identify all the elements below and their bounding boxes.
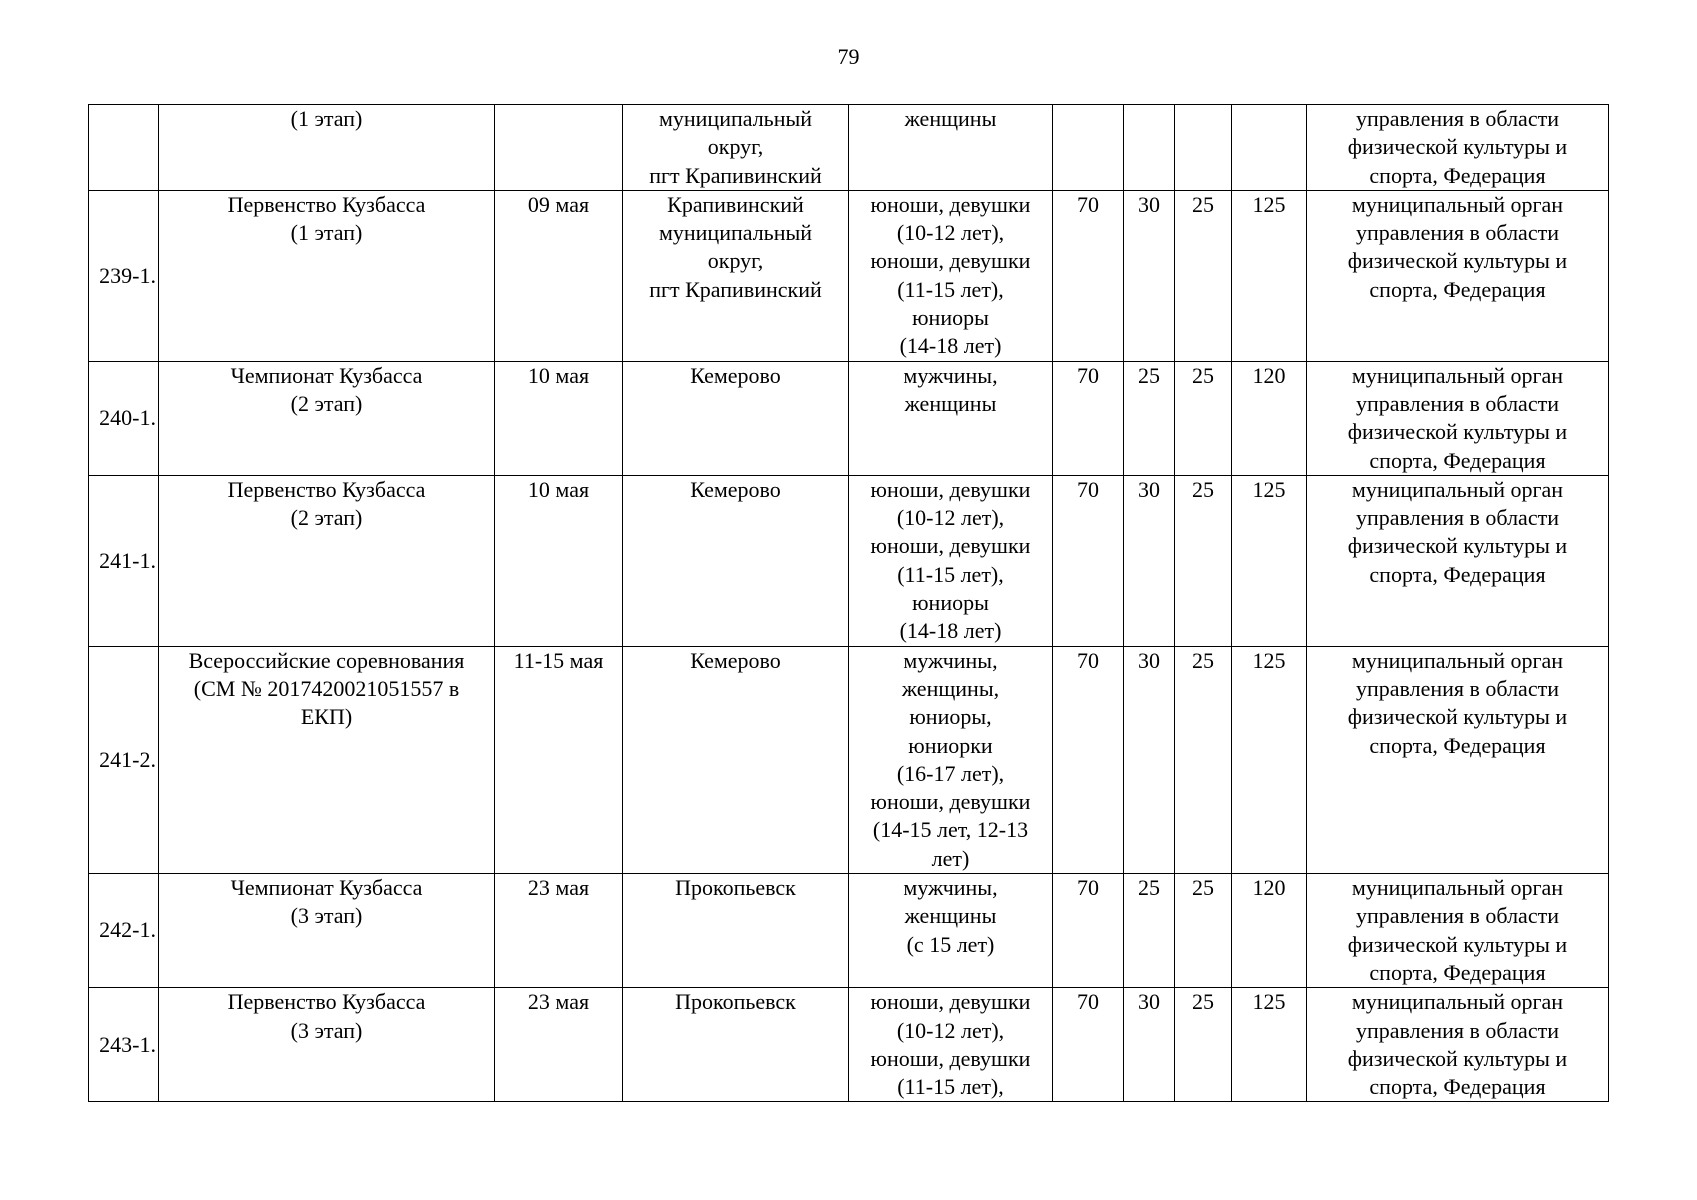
- event-name: [159, 988, 495, 1102]
- event-name: [159, 105, 495, 191]
- event-date: [495, 105, 623, 191]
- participants-line: женщины: [904, 390, 997, 416]
- count-1: 70: [1053, 475, 1124, 646]
- organizer-line: управления в области: [1356, 220, 1559, 246]
- count-total: 120: [1232, 361, 1307, 475]
- table-row: [89, 646, 1609, 873]
- participants: [849, 105, 1053, 191]
- count-total: 120: [1232, 874, 1307, 988]
- organizer-line: спорта, Федерация: [1369, 162, 1546, 188]
- event-place: [623, 646, 849, 873]
- row-number: 239-1.: [89, 190, 159, 361]
- participants: [849, 874, 1053, 988]
- organizer-line: спорта, Федерация: [1369, 561, 1546, 587]
- count-1: 70: [1053, 988, 1124, 1102]
- participants-line: (с 15 лет): [906, 931, 995, 957]
- event-name-line: Всероссийские соревнования: [188, 647, 465, 673]
- event-name-line: (1 этап): [290, 220, 363, 246]
- count-2: 30: [1124, 988, 1175, 1102]
- organizer-line: муниципальный орган: [1351, 191, 1564, 217]
- event-name: [159, 646, 495, 873]
- participants: [849, 646, 1053, 873]
- table-row: [89, 475, 1609, 646]
- event-place-line: пгт Крапивинский: [649, 276, 822, 302]
- count-2: 30: [1124, 475, 1175, 646]
- table-row: [89, 190, 1609, 361]
- count-2: [1124, 105, 1175, 191]
- organizer-line: спорта, Федерация: [1369, 1074, 1546, 1100]
- participants-line: (10-12 лет),: [896, 220, 1005, 246]
- event-place-line: муниципальный: [658, 220, 813, 246]
- count-3: 25: [1175, 988, 1232, 1102]
- organizer: [1307, 646, 1609, 873]
- organizer-line: управления в области: [1356, 106, 1559, 131]
- participants-line: юноши, девушки: [870, 533, 1031, 559]
- organizer-line: управления в области: [1356, 390, 1559, 416]
- events-table: [88, 104, 1609, 1102]
- organizer-line: управления в области: [1356, 1017, 1559, 1043]
- table-row: [89, 874, 1609, 988]
- participants-line: (14-18 лет): [899, 618, 1002, 644]
- organizer-line: муниципальный орган: [1351, 989, 1564, 1015]
- event-place-line: пгт Крапивинский: [649, 162, 822, 188]
- participants: [849, 361, 1053, 475]
- organizer-line: физической культуры и: [1347, 931, 1568, 957]
- participants-line: (11-15 лет),: [897, 276, 1004, 302]
- count-3: 25: [1175, 475, 1232, 646]
- organizer-line: физической культуры и: [1347, 1045, 1568, 1071]
- event-place: [623, 361, 849, 475]
- count-2: 30: [1124, 646, 1175, 873]
- participants-line: женщины: [904, 903, 997, 929]
- event-name-line: (2 этап): [290, 390, 363, 416]
- event-place-line: округ,: [707, 134, 764, 160]
- participants-line: лет): [931, 845, 970, 871]
- participants-line: мужчины,: [903, 875, 998, 901]
- event-place-line: округ,: [707, 248, 764, 274]
- table-body: [89, 105, 1609, 1102]
- count-2: 25: [1124, 361, 1175, 475]
- participants-line: юноши, девушки: [870, 191, 1031, 217]
- event-date: 11-15 мая: [495, 646, 623, 873]
- participants-line: юниоры,: [909, 704, 992, 730]
- event-name: [159, 361, 495, 475]
- participants-line: (14-15 лет, 12-13: [872, 817, 1029, 843]
- organizer-line: спорта, Федерация: [1369, 447, 1546, 473]
- organizer: [1307, 361, 1609, 475]
- organizer-line: муниципальный орган: [1351, 647, 1564, 673]
- row-number: 241-2.: [89, 646, 159, 873]
- participants: [849, 475, 1053, 646]
- count-3: 25: [1175, 361, 1232, 475]
- count-3: [1175, 105, 1232, 191]
- event-place: [623, 988, 849, 1102]
- event-date: 23 мая: [495, 988, 623, 1102]
- organizer-line: спорта, Федерация: [1369, 959, 1546, 985]
- event-place: [623, 105, 849, 191]
- participants-line: (11-15 лет),: [897, 1074, 1004, 1100]
- count-total: 125: [1232, 475, 1307, 646]
- participants-line: (11-15 лет),: [897, 561, 1004, 587]
- event-name-line: (1 этап): [290, 106, 363, 131]
- organizer-line: физической культуры и: [1347, 248, 1568, 274]
- organizer-line: физической культуры и: [1347, 704, 1568, 730]
- organizer-line: спорта, Федерация: [1369, 276, 1546, 302]
- event-name: [159, 190, 495, 361]
- event-place-line: Кемерово: [690, 476, 781, 502]
- count-1: 70: [1053, 646, 1124, 873]
- organizer-line: муниципальный орган: [1351, 476, 1564, 502]
- event-name-line: Первенство Кузбасса: [227, 476, 426, 502]
- organizer-line: физической культуры и: [1347, 533, 1568, 559]
- participants-line: юниоры: [912, 590, 989, 616]
- event-name-line: Первенство Кузбасса: [227, 191, 426, 217]
- count-2: 25: [1124, 874, 1175, 988]
- event-place-line: Прокопьевск: [675, 989, 796, 1015]
- participants-line: женщины: [904, 106, 997, 131]
- participants-line: юноши, девушки: [870, 476, 1031, 502]
- organizer: [1307, 988, 1609, 1102]
- organizer: [1307, 190, 1609, 361]
- organizer: [1307, 475, 1609, 646]
- count-3: 25: [1175, 646, 1232, 873]
- participants-line: юноши, девушки: [870, 248, 1031, 274]
- count-3: 25: [1175, 190, 1232, 361]
- participants-line: юниорки: [908, 732, 993, 758]
- count-total: 125: [1232, 190, 1307, 361]
- count-1: 70: [1053, 874, 1124, 988]
- event-place: [623, 190, 849, 361]
- table-row: [89, 105, 1609, 191]
- event-name-line: (3 этап): [290, 1017, 363, 1043]
- organizer-line: управления в области: [1356, 505, 1559, 531]
- organizer-line: управления в области: [1356, 903, 1559, 929]
- participants-line: мужчины,: [903, 362, 998, 388]
- row-number: [89, 105, 159, 191]
- event-name-line: Чемпионат Кузбасса: [230, 875, 423, 901]
- participants-line: (14-18 лет): [899, 333, 1002, 359]
- event-date: 10 мая: [495, 361, 623, 475]
- organizer-line: управления в области: [1356, 675, 1559, 701]
- participants: [849, 190, 1053, 361]
- participants-line: (10-12 лет),: [896, 505, 1005, 531]
- participants-line: юноши, девушки: [870, 1045, 1031, 1071]
- organizer-line: муниципальный орган: [1351, 875, 1564, 901]
- event-name: [159, 874, 495, 988]
- event-name-line: Чемпионат Кузбасса: [230, 362, 423, 388]
- participants-line: (10-12 лет),: [896, 1017, 1005, 1043]
- count-total: 125: [1232, 646, 1307, 873]
- event-date: 09 мая: [495, 190, 623, 361]
- organizer-line: физической культуры и: [1347, 419, 1568, 445]
- count-3: 25: [1175, 874, 1232, 988]
- event-place-line: Кемерово: [690, 647, 781, 673]
- participants-line: юноши, девушки: [870, 989, 1031, 1015]
- row-number: 240-1.: [89, 361, 159, 475]
- event-name-line: ЕКП): [300, 704, 353, 730]
- organizer-line: муниципальный орган: [1351, 362, 1564, 388]
- participants-line: женщины,: [901, 675, 1000, 701]
- event-place-line: Крапивинский: [667, 191, 804, 217]
- count-total: 125: [1232, 988, 1307, 1102]
- event-place: [623, 475, 849, 646]
- participants-line: юноши, девушки: [870, 789, 1031, 815]
- count-1: 70: [1053, 361, 1124, 475]
- page-number: 79: [837, 44, 860, 69]
- event-place-line: муниципальный: [658, 106, 813, 131]
- row-number: 243-1.: [89, 988, 159, 1102]
- participants: [849, 988, 1053, 1102]
- count-1: [1053, 105, 1124, 191]
- count-total: [1232, 105, 1307, 191]
- organizer-line: спорта, Федерация: [1369, 732, 1546, 758]
- event-name-line: (СМ № 2017420021051557 в: [193, 675, 460, 701]
- row-number: 242-1.: [89, 874, 159, 988]
- event-date: 23 мая: [495, 874, 623, 988]
- event-place-line: Кемерово: [690, 362, 781, 388]
- table-row: [89, 988, 1609, 1102]
- participants-line: мужчины,: [903, 647, 998, 673]
- event-name: [159, 475, 495, 646]
- count-1: 70: [1053, 190, 1124, 361]
- event-name-line: (2 этап): [290, 505, 363, 531]
- event-name-line: Первенство Кузбасса: [227, 989, 426, 1015]
- organizer: [1307, 105, 1609, 191]
- count-2: 30: [1124, 190, 1175, 361]
- event-place: [623, 874, 849, 988]
- participants-line: (16-17 лет),: [896, 760, 1005, 786]
- event-date: 10 мая: [495, 475, 623, 646]
- organizer-line: физической культуры и: [1347, 134, 1568, 160]
- participants-line: юниоры: [912, 305, 989, 331]
- organizer: [1307, 874, 1609, 988]
- row-number: 241-1.: [89, 475, 159, 646]
- event-name-line: (3 этап): [290, 903, 363, 929]
- table-row: [89, 361, 1609, 475]
- event-place-line: Прокопьевск: [675, 875, 796, 901]
